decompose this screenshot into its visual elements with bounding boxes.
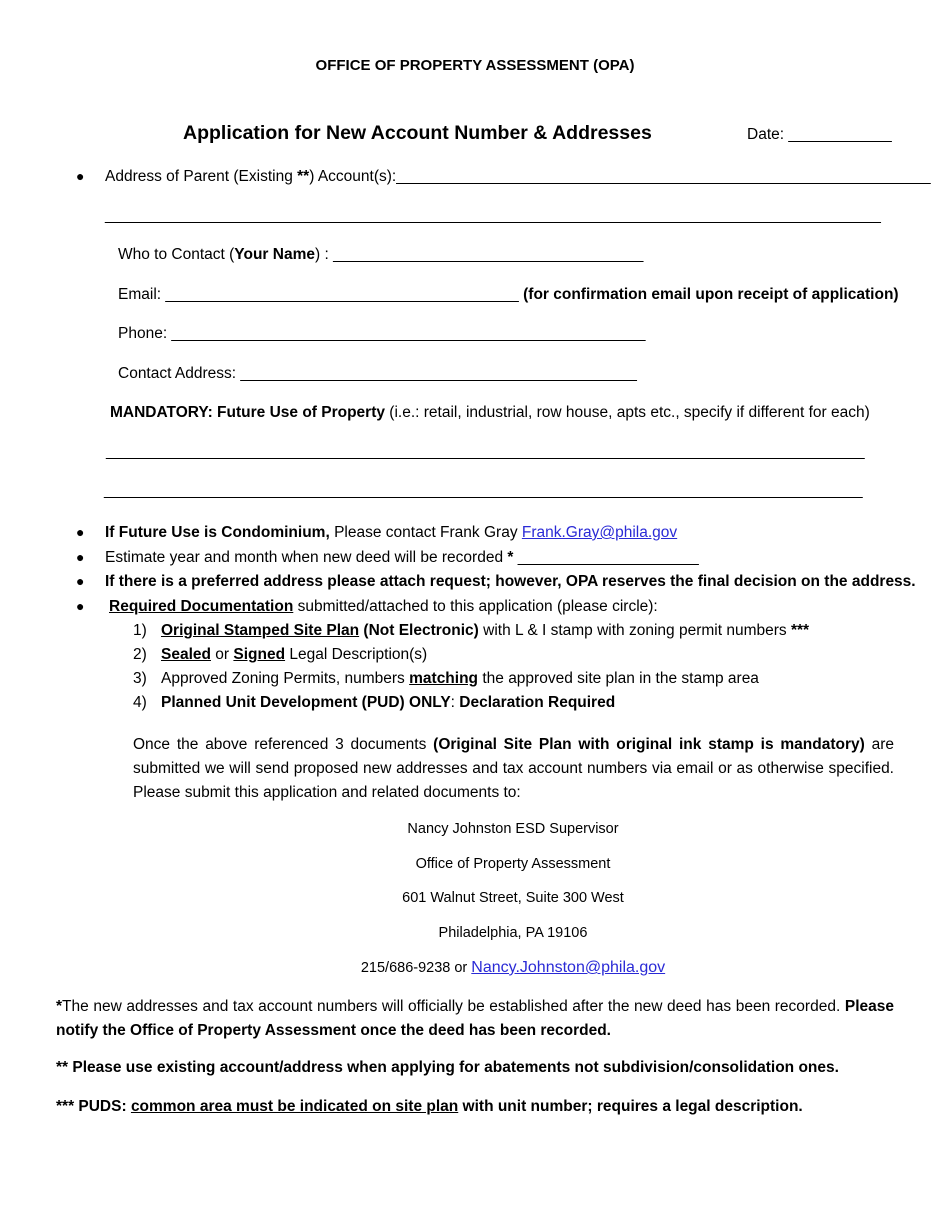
office-title: OFFICE OF PROPERTY ASSESSMENT (OPA) [315, 57, 635, 74]
submit-name: Nancy Johnston ESD Supervisor [407, 821, 619, 837]
bullet-icon: ● [76, 524, 85, 540]
deed-estimate-field[interactable]: Estimate year and month when new deed will be recorded * _____________________ [105, 549, 699, 566]
bullet-icon: ● [76, 573, 85, 589]
document-item-4[interactable]: 4) Planned Unit Development (PUD) ONLY: Declaration Required [133, 694, 616, 711]
email-field[interactable]: Email: _________________________________________ (for confirmation email upon receipt of application) [118, 286, 899, 303]
parent-account-line-2[interactable]: __________________________________________________________________________________________ [105, 207, 881, 224]
contact-name-field[interactable]: Who to Contact (Your Name) : ____________________________________ [118, 246, 644, 263]
submit-street: 601 Walnut Street, Suite 300 West [402, 890, 624, 906]
future-use-line-2[interactable]: ________________________________________________________________________________________ [104, 482, 863, 499]
date-field[interactable]: Date: ____________ [747, 126, 892, 143]
submit-contact: 215/686-9238 or Nancy.Johnston@phila.gov [360, 959, 666, 976]
form-title: Application for New Account Number & Addresses [183, 122, 652, 144]
preferred-address-note: If there is a preferred address please attach request; however, OPA reserves the final decision on the address. [105, 573, 916, 590]
submission-instructions: Once the above referenced 3 documents (Original Site Plan with original ink stamp is mandatory) are submitted we will send proposed new addresses and tax account numbers via email or as otherwise specified. Please submit this application and related documents to: [133, 736, 894, 801]
submit-office: Office of Property Assessment [415, 856, 611, 872]
footnote-1: *The new addresses and tax account numbers will officially be established after the new deed has been recorded. Please notify the Office of Property Assessment once the deed has been recorded. [56, 998, 894, 1039]
parent-account-field[interactable]: Address of Parent (Existing **) Account(s):______________________________________________________________ [105, 168, 931, 185]
future-use-line-1[interactable]: ________________________________________________________________________________________ [106, 443, 865, 460]
bullet-icon: ● [76, 549, 85, 565]
contact-address-field[interactable]: Contact Address: ______________________________________________ [118, 365, 637, 382]
phone-field[interactable]: Phone: _______________________________________________________ [118, 325, 646, 342]
required-documentation-label: Required Documentation submitted/attached to this application (please circle): [109, 598, 658, 615]
bullet-icon: ● [76, 168, 85, 184]
condo-note: If Future Use is Condominium, Please contact Frank Gray Frank.Gray@phila.gov [105, 524, 678, 541]
nancy-email-link[interactable]: Nancy.Johnston@phila.gov [471, 959, 666, 976]
bullet-icon: ● [76, 598, 85, 614]
submit-city: Philadelphia, PA 19106 [438, 925, 588, 941]
footnote-3: *** PUDS: common area must be indicated on site plan with unit number; requires a legal description. [56, 1098, 803, 1115]
document-item-1[interactable]: 1) Original Stamped Site Plan (Not Electronic) with L & I stamp with zoning permit numbers *** [133, 622, 810, 639]
document-item-3[interactable]: 3) Approved Zoning Permits, numbers matching the approved site plan in the stamp area [133, 670, 759, 687]
condo-email-link[interactable]: Frank.Gray@phila.gov [521, 524, 678, 541]
document-item-2[interactable]: 2) Sealed or Signed Legal Description(s) [133, 646, 428, 663]
future-use-label: MANDATORY: Future Use of Property (i.e.: retail, industrial, row house, apts etc., specify if different for each) [110, 404, 870, 421]
footnote-2: ** Please use existing account/address when applying for abatements not subdivision/consolidation ones. [56, 1059, 839, 1076]
